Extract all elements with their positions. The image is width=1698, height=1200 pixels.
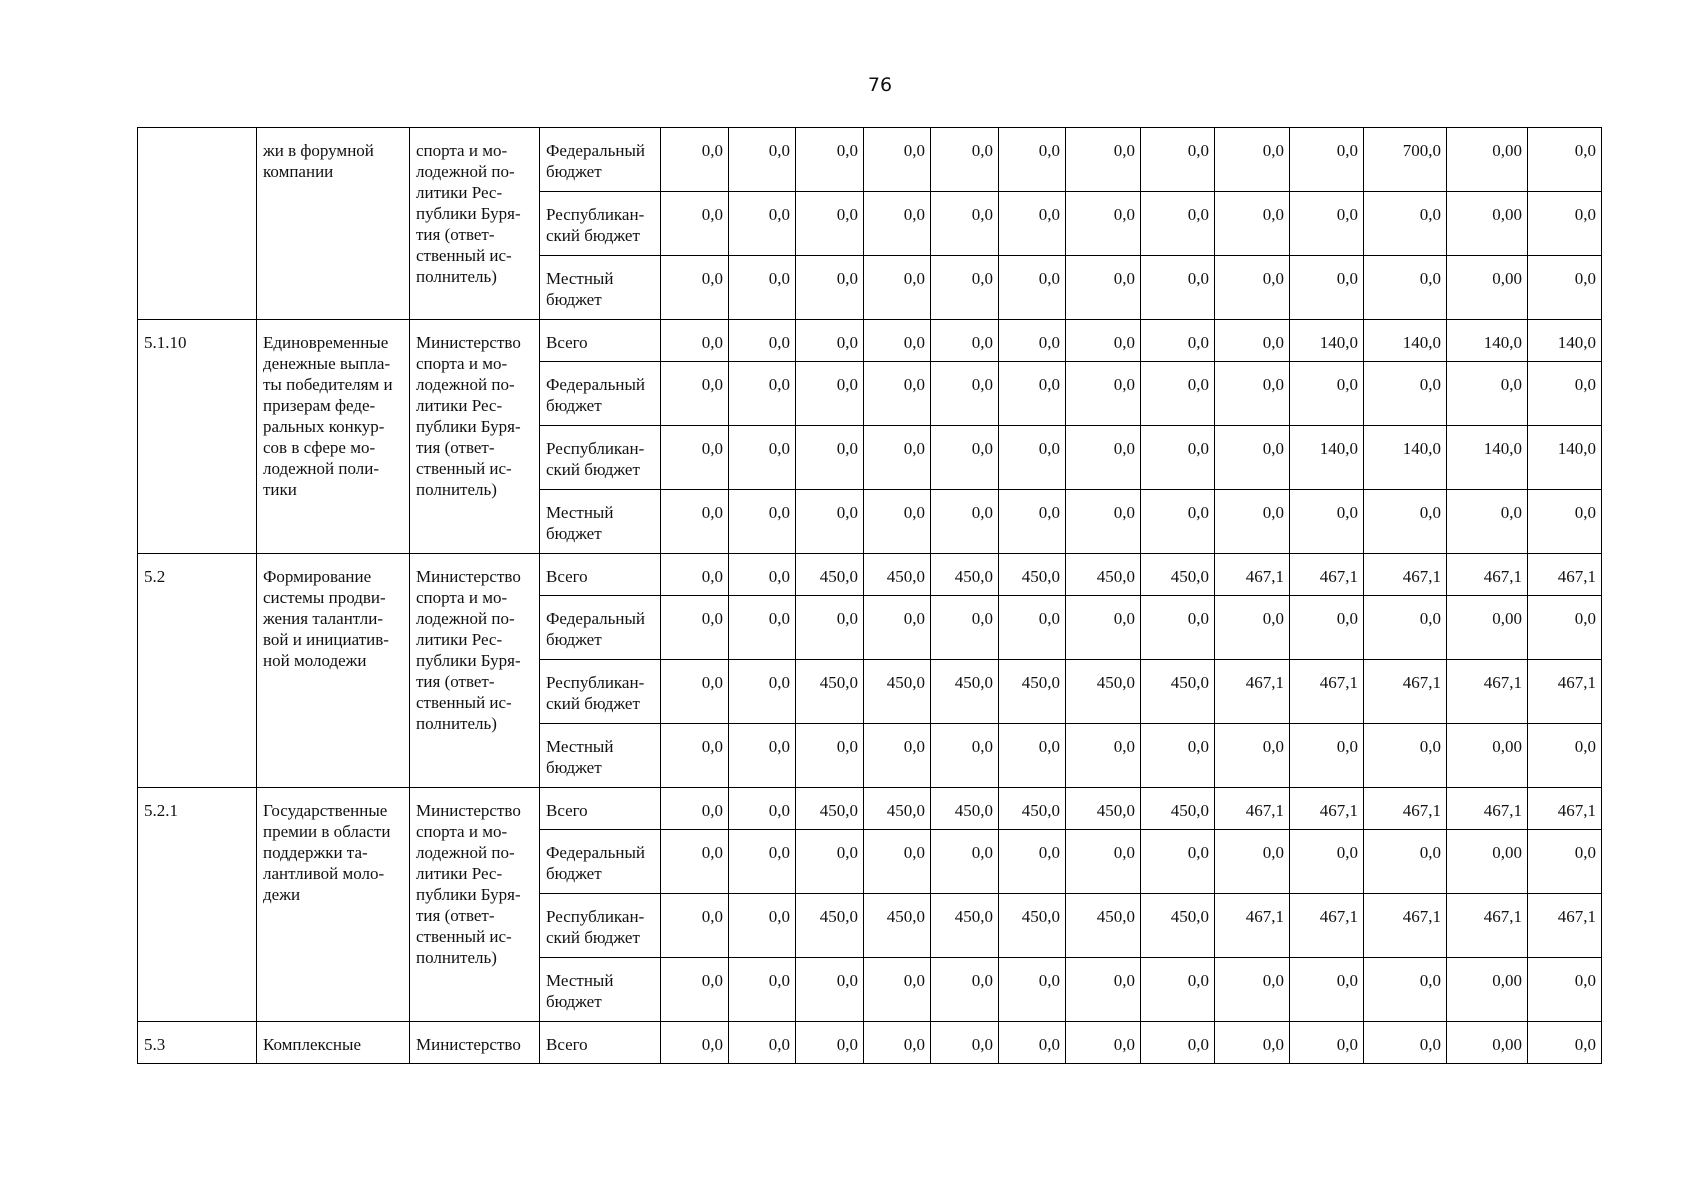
- value-cell: 0,0: [999, 596, 1066, 660]
- item-code-cell: 5.1.10: [138, 320, 257, 554]
- value-cell: 0,0: [661, 724, 729, 788]
- executor-cell: Министерство спорта и мо- лодежной по- литики Рес- публики Буря- тия (ответ- ственный ис- полнитель): [410, 788, 540, 1022]
- funding-source-cell: Местный бюджет: [540, 490, 661, 554]
- table-row: [138, 554, 1602, 596]
- value-cell: 0,0: [661, 362, 729, 426]
- value-cell: 0,0: [1141, 1022, 1215, 1064]
- value-cell: 0,0: [864, 1022, 931, 1064]
- value-cell: 0,0: [729, 362, 796, 426]
- value-cell: 0,0: [661, 830, 729, 894]
- value-cell: 0,0: [729, 554, 796, 596]
- value-cell: 0,0: [1066, 596, 1141, 660]
- value-cell: 467,1: [1364, 554, 1447, 596]
- value-cell: 0,0: [999, 490, 1066, 554]
- value-cell: 467,1: [1528, 788, 1602, 830]
- item-code-cell: 5.2.1: [138, 788, 257, 1022]
- value-cell: 0,0: [1364, 362, 1447, 426]
- value-cell: 0,0: [729, 320, 796, 362]
- funding-source-cell: Местный бюджет: [540, 724, 661, 788]
- value-cell: 0,0: [1141, 362, 1215, 426]
- value-cell: 0,0: [729, 660, 796, 724]
- value-cell: 0,0: [1364, 830, 1447, 894]
- value-cell: 0,0: [661, 554, 729, 596]
- value-cell: 467,1: [1447, 788, 1528, 830]
- value-cell: 0,0: [1215, 490, 1290, 554]
- value-cell: 0,0: [1290, 128, 1364, 192]
- value-cell: 0,0: [1215, 1022, 1290, 1064]
- value-cell: 0,0: [796, 128, 864, 192]
- value-cell: 0,0: [1528, 256, 1602, 320]
- value-cell: 0,0: [1141, 128, 1215, 192]
- funding-source-cell: Федеральный бюджет: [540, 128, 661, 192]
- value-cell: 140,0: [1290, 320, 1364, 362]
- item-name-cell: Формирование системы продви- жения талантли- вой и инициатив- ной молодежи: [257, 554, 410, 788]
- value-cell: 450,0: [796, 554, 864, 596]
- item-name-cell: жи в форумной компании: [257, 128, 410, 320]
- value-cell: 0,0: [1528, 830, 1602, 894]
- item-name-cell: Единовременные денежные выпла- ты победителям и призерам феде- ральных конкур- сов в сфере мо- лодежной поли- тики: [257, 320, 410, 554]
- value-cell: 467,1: [1364, 660, 1447, 724]
- value-cell: 140,0: [1528, 426, 1602, 490]
- value-cell: 0,0: [864, 958, 931, 1022]
- funding-source-cell: Республикан- ский бюджет: [540, 894, 661, 958]
- value-cell: 0,0: [1066, 958, 1141, 1022]
- value-cell: 0,0: [729, 426, 796, 490]
- value-cell: 0,0: [999, 724, 1066, 788]
- value-cell: 450,0: [1066, 660, 1141, 724]
- value-cell: 450,0: [796, 894, 864, 958]
- value-cell: 140,0: [1447, 320, 1528, 362]
- value-cell: 0,0: [661, 320, 729, 362]
- executor-cell: спорта и мо- лодежной по- литики Рес- публики Буря- тия (ответ- ственный ис- полнитель): [410, 128, 540, 320]
- value-cell: 0,0: [661, 128, 729, 192]
- value-cell: 0,0: [864, 128, 931, 192]
- funding-source-cell: Республикан- ский бюджет: [540, 192, 661, 256]
- value-cell: 467,1: [1528, 554, 1602, 596]
- value-cell: 0,0: [1141, 426, 1215, 490]
- value-cell: 0,0: [1290, 192, 1364, 256]
- value-cell: 0,0: [1528, 192, 1602, 256]
- value-cell: 0,0: [1141, 192, 1215, 256]
- value-cell: 0,00: [1447, 830, 1528, 894]
- value-cell: 0,0: [796, 192, 864, 256]
- value-cell: 0,0: [931, 830, 999, 894]
- value-cell: 0,00: [1447, 128, 1528, 192]
- value-cell: 0,0: [931, 490, 999, 554]
- value-cell: 450,0: [864, 660, 931, 724]
- value-cell: 467,1: [1290, 894, 1364, 958]
- value-cell: 0,0: [1215, 192, 1290, 256]
- value-cell: 0,00: [1447, 192, 1528, 256]
- value-cell: 0,0: [729, 192, 796, 256]
- value-cell: 0,0: [1215, 426, 1290, 490]
- value-cell: 0,0: [729, 894, 796, 958]
- value-cell: 450,0: [931, 660, 999, 724]
- value-cell: 450,0: [864, 554, 931, 596]
- value-cell: 450,0: [999, 788, 1066, 830]
- value-cell: 0,0: [1215, 830, 1290, 894]
- value-cell: 0,0: [796, 958, 864, 1022]
- value-cell: 0,0: [1290, 1022, 1364, 1064]
- value-cell: 467,1: [1447, 660, 1528, 724]
- value-cell: 0,0: [796, 724, 864, 788]
- value-cell: 0,0: [1066, 1022, 1141, 1064]
- value-cell: 450,0: [1066, 788, 1141, 830]
- value-cell: 450,0: [864, 788, 931, 830]
- page-number: 76: [867, 74, 893, 96]
- value-cell: 0,0: [1528, 128, 1602, 192]
- value-cell: 0,0: [1141, 958, 1215, 1022]
- value-cell: 450,0: [999, 554, 1066, 596]
- value-cell: 0,0: [729, 128, 796, 192]
- funding-source-cell: Республикан- ский бюджет: [540, 426, 661, 490]
- value-cell: 0,0: [1066, 724, 1141, 788]
- value-cell: 0,00: [1447, 958, 1528, 1022]
- value-cell: 467,1: [1290, 788, 1364, 830]
- value-cell: 0,0: [1290, 596, 1364, 660]
- value-cell: 0,0: [1364, 1022, 1447, 1064]
- executor-cell: Министерство: [410, 1022, 540, 1064]
- funding-source-cell: Всего: [540, 320, 661, 362]
- value-cell: 0,0: [1364, 958, 1447, 1022]
- value-cell: 467,1: [1364, 788, 1447, 830]
- table-row: [138, 788, 1602, 830]
- value-cell: 0,0: [931, 1022, 999, 1064]
- value-cell: 140,0: [1290, 426, 1364, 490]
- value-cell: 0,0: [729, 596, 796, 660]
- value-cell: 0,0: [1290, 830, 1364, 894]
- value-cell: 450,0: [1066, 554, 1141, 596]
- value-cell: 0,0: [1364, 256, 1447, 320]
- value-cell: 0,0: [796, 426, 864, 490]
- value-cell: 0,0: [1528, 490, 1602, 554]
- item-code-cell: 5.3: [138, 1022, 257, 1064]
- value-cell: 0,0: [931, 958, 999, 1022]
- value-cell: 0,0: [1528, 596, 1602, 660]
- value-cell: 450,0: [796, 788, 864, 830]
- value-cell: 0,0: [1290, 362, 1364, 426]
- value-cell: 0,0: [796, 490, 864, 554]
- value-cell: 0,0: [1066, 362, 1141, 426]
- item-name-cell: Комплексные: [257, 1022, 410, 1064]
- value-cell: 0,0: [1215, 596, 1290, 660]
- value-cell: 0,0: [864, 724, 931, 788]
- value-cell: 0,0: [1528, 362, 1602, 426]
- value-cell: 0,0: [729, 830, 796, 894]
- value-cell: 0,0: [1364, 596, 1447, 660]
- value-cell: 0,0: [1215, 362, 1290, 426]
- funding-source-cell: Федеральный бюджет: [540, 596, 661, 660]
- value-cell: 0,0: [796, 1022, 864, 1064]
- item-name-cell: Государственные премии в области поддержки та- лантливой моло- дежи: [257, 788, 410, 1022]
- value-cell: 0,0: [931, 596, 999, 660]
- value-cell: 0,0: [1066, 830, 1141, 894]
- value-cell: 467,1: [1364, 894, 1447, 958]
- value-cell: 0,0: [999, 320, 1066, 362]
- value-cell: 0,0: [931, 426, 999, 490]
- value-cell: 0,0: [661, 958, 729, 1022]
- value-cell: 450,0: [864, 894, 931, 958]
- value-cell: 0,0: [1141, 256, 1215, 320]
- executor-cell: Министерство спорта и мо- лодежной по- литики Рес- публики Буря- тия (ответ- ственный ис- полнитель): [410, 320, 540, 554]
- value-cell: 700,0: [1364, 128, 1447, 192]
- value-cell: 467,1: [1215, 554, 1290, 596]
- value-cell: 0,0: [864, 362, 931, 426]
- value-cell: 467,1: [1215, 894, 1290, 958]
- funding-source-cell: Местный бюджет: [540, 958, 661, 1022]
- value-cell: 0,00: [1447, 256, 1528, 320]
- value-cell: 0,0: [999, 1022, 1066, 1064]
- value-cell: 0,0: [864, 320, 931, 362]
- table-body: [138, 128, 1602, 1064]
- funding-source-cell: Республикан- ский бюджет: [540, 660, 661, 724]
- value-cell: 0,0: [1290, 958, 1364, 1022]
- value-cell: 0,0: [1066, 426, 1141, 490]
- value-cell: 0,0: [1141, 830, 1215, 894]
- value-cell: 0,0: [864, 192, 931, 256]
- value-cell: 0,0: [661, 192, 729, 256]
- value-cell: 0,0: [999, 362, 1066, 426]
- value-cell: 0,0: [796, 362, 864, 426]
- value-cell: 140,0: [1364, 426, 1447, 490]
- table-row: [138, 320, 1602, 362]
- value-cell: 450,0: [931, 894, 999, 958]
- value-cell: 0,0: [1290, 256, 1364, 320]
- value-cell: 0,0: [1290, 490, 1364, 554]
- funding-source-cell: Федеральный бюджет: [540, 362, 661, 426]
- value-cell: 0,0: [1364, 724, 1447, 788]
- value-cell: 450,0: [999, 894, 1066, 958]
- value-cell: 450,0: [931, 788, 999, 830]
- value-cell: 0,0: [796, 596, 864, 660]
- value-cell: 0,0: [1290, 724, 1364, 788]
- value-cell: 0,0: [661, 490, 729, 554]
- value-cell: 450,0: [796, 660, 864, 724]
- value-cell: 0,0: [1215, 724, 1290, 788]
- value-cell: 450,0: [1141, 788, 1215, 830]
- value-cell: 0,0: [1141, 320, 1215, 362]
- value-cell: 467,1: [1528, 660, 1602, 724]
- value-cell: 0,0: [1364, 192, 1447, 256]
- value-cell: 140,0: [1447, 426, 1528, 490]
- value-cell: 0,0: [1141, 596, 1215, 660]
- value-cell: 0,0: [931, 362, 999, 426]
- item-code-cell: 5.2: [138, 554, 257, 788]
- value-cell: 0,0: [999, 128, 1066, 192]
- value-cell: 140,0: [1528, 320, 1602, 362]
- value-cell: 0,0: [1066, 320, 1141, 362]
- value-cell: 467,1: [1290, 554, 1364, 596]
- value-cell: 0,0: [999, 830, 1066, 894]
- table-row: [138, 1022, 1602, 1064]
- value-cell: 0,0: [1528, 724, 1602, 788]
- value-cell: 0,0: [661, 596, 729, 660]
- value-cell: 0,0: [931, 724, 999, 788]
- funding-source-cell: Всего: [540, 1022, 661, 1064]
- value-cell: 0,0: [1066, 256, 1141, 320]
- funding-source-cell: Всего: [540, 788, 661, 830]
- value-cell: 0,0: [661, 894, 729, 958]
- value-cell: 467,1: [1447, 554, 1528, 596]
- value-cell: 467,1: [1215, 660, 1290, 724]
- value-cell: 0,0: [729, 490, 796, 554]
- value-cell: 0,0: [931, 256, 999, 320]
- value-cell: 140,0: [1364, 320, 1447, 362]
- value-cell: 0,0: [661, 660, 729, 724]
- budget-table: [137, 127, 1602, 1064]
- funding-source-cell: Всего: [540, 554, 661, 596]
- value-cell: 0,0: [931, 192, 999, 256]
- value-cell: 0,0: [1066, 490, 1141, 554]
- value-cell: 0,00: [1447, 1022, 1528, 1064]
- value-cell: 0,0: [1141, 490, 1215, 554]
- value-cell: 0,0: [999, 958, 1066, 1022]
- value-cell: 0,0: [864, 256, 931, 320]
- item-code-cell: [138, 128, 257, 320]
- table-row: [138, 128, 1602, 192]
- value-cell: 0,0: [661, 426, 729, 490]
- value-cell: 0,0: [1066, 128, 1141, 192]
- value-cell: 0,0: [864, 490, 931, 554]
- value-cell: 0,0: [661, 256, 729, 320]
- value-cell: 0,0: [999, 192, 1066, 256]
- value-cell: 0,0: [864, 426, 931, 490]
- value-cell: 0,0: [999, 256, 1066, 320]
- value-cell: 0,0: [729, 788, 796, 830]
- value-cell: 0,0: [1215, 128, 1290, 192]
- value-cell: 450,0: [1066, 894, 1141, 958]
- value-cell: 450,0: [1141, 660, 1215, 724]
- value-cell: 0,00: [1447, 724, 1528, 788]
- value-cell: 0,0: [1141, 724, 1215, 788]
- value-cell: 450,0: [931, 554, 999, 596]
- value-cell: 0,0: [931, 320, 999, 362]
- value-cell: 0,0: [1528, 1022, 1602, 1064]
- value-cell: 0,0: [796, 256, 864, 320]
- value-cell: 450,0: [999, 660, 1066, 724]
- value-cell: 467,1: [1447, 894, 1528, 958]
- value-cell: 0,0: [661, 788, 729, 830]
- value-cell: 0,00: [1447, 596, 1528, 660]
- value-cell: 0,0: [1066, 192, 1141, 256]
- value-cell: 0,0: [796, 830, 864, 894]
- value-cell: 0,0: [864, 596, 931, 660]
- value-cell: 467,1: [1290, 660, 1364, 724]
- funding-source-cell: Федеральный бюджет: [540, 830, 661, 894]
- value-cell: 450,0: [1141, 894, 1215, 958]
- value-cell: 0,0: [729, 958, 796, 1022]
- value-cell: 0,0: [1215, 256, 1290, 320]
- value-cell: 0,0: [1447, 362, 1528, 426]
- value-cell: 0,0: [729, 256, 796, 320]
- value-cell: 0,0: [729, 724, 796, 788]
- value-cell: 450,0: [1141, 554, 1215, 596]
- value-cell: 467,1: [1215, 788, 1290, 830]
- value-cell: 0,0: [864, 830, 931, 894]
- value-cell: 0,0: [1447, 490, 1528, 554]
- value-cell: 0,0: [1215, 320, 1290, 362]
- value-cell: 0,0: [661, 1022, 729, 1064]
- executor-cell: Министерство спорта и мо- лодежной по- литики Рес- публики Буря- тия (ответ- ственный ис- полнитель): [410, 554, 540, 788]
- value-cell: 0,0: [999, 426, 1066, 490]
- value-cell: 0,0: [1364, 490, 1447, 554]
- value-cell: 0,0: [729, 1022, 796, 1064]
- value-cell: 0,0: [1215, 958, 1290, 1022]
- value-cell: 467,1: [1528, 894, 1602, 958]
- funding-source-cell: Местный бюджет: [540, 256, 661, 320]
- value-cell: 0,0: [796, 320, 864, 362]
- value-cell: 0,0: [1528, 958, 1602, 1022]
- value-cell: 0,0: [931, 128, 999, 192]
